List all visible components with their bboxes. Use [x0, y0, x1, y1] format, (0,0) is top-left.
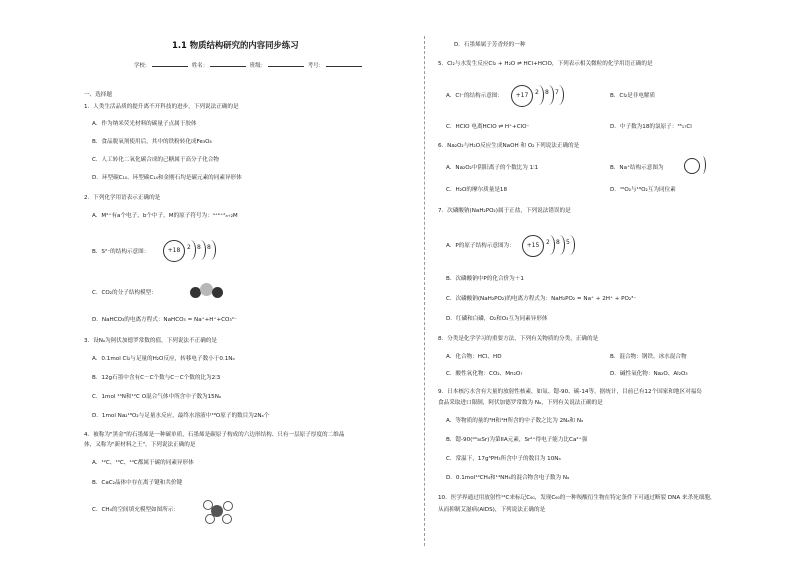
q1-option-a: A．作为纳米荧光材料的碳量子点属于胶体 [92, 121, 197, 127]
hydrogen-atom-ball [203, 500, 213, 510]
page-title: 1.1 物质结构研究的内容同步练习 [172, 40, 299, 50]
q6-option-c: C．H₂O的摩尔质量是18 [446, 187, 508, 193]
q6-option-d: D．¹⁶O₂与¹⁸O₂互为同位素 [610, 187, 676, 193]
section-title: 一、选择题 [84, 92, 112, 98]
q9-stem-line1: 9．日本核污水含有大量的放射性核素，如氚、锶-90、碳-14等。据统计，目前已有12个国家和地区对福岛 [438, 389, 702, 395]
q4-stem-line2: 体，又称为"新材料之王"。下列说法正确的是 [84, 442, 196, 448]
shell-electron-count: 8 [207, 244, 211, 251]
nucleus-charge: +17 [511, 85, 533, 107]
q1-stem: 1．人类生活品质的提升离不开科技的进步。下列说法正确的是 [84, 104, 239, 110]
nucleus-charge: +15 [522, 235, 544, 257]
q7-option-b: B．次磷酸钠中P的化合价为＋1 [446, 276, 524, 282]
q10-stem-line2: 从而抑制艾滋病(AIDS)，下列说法正确的是 [438, 507, 546, 513]
q6-option-a: A．Na₂O₂中阴阳离子的个数比为 1∶1 [446, 165, 539, 171]
shell-electron-count: 2 [546, 239, 550, 246]
q2-option-d: D．NaHCO₃的电离方程式：NaHCO₃ = Na⁺+H⁺+CO₃²⁻ [92, 317, 237, 323]
q6-option-b-label: B．Na⁺结构示意图为 [610, 165, 664, 171]
student-info-line [134, 61, 364, 70]
exam-number-label: 考号： [307, 63, 324, 69]
q1-option-c: C．人工转化二氧化碳合成的己糖属于高分子化合物 [92, 157, 219, 163]
q8-option-b: B．混合物：钢铁、冰水混合物 [610, 354, 687, 360]
shell-electron-count: 8 [197, 244, 201, 251]
shell-electron-count: 2 [535, 89, 539, 96]
q1-option-b: B．食品脱氧剂使用后，其中的铁粉转化成Fe₃O₄ [92, 139, 212, 145]
q4-option-a: A．¹²C、¹³C、¹⁴C都属于碳的同素异形体 [92, 460, 194, 466]
q7-stem: 7．次磷酸钠(NaH₂PO₂)属于正盐，下列说法错误的是 [438, 208, 571, 214]
q5-option-d: D．中子数为18的氯原子：³⁵₁₇Cl [610, 124, 692, 130]
q3-option-b: B．12g石墨中含有C－C个数与C－C个数的比为2∶3 [92, 375, 221, 381]
q9-stem-line2: 食品采取进口限制，阿伏加德罗常数为 Nₐ，下列有关说法正确的是 [438, 400, 603, 406]
q5-option-a-label: A．Cl⁻的结构示意图： [446, 93, 503, 99]
electron-shell-arc [699, 156, 706, 174]
q7-option-d: D．红磷和白磷，O₂和O₃互为同素异形体 [446, 316, 548, 322]
q8-option-a: A．化合物：HCl、HD [446, 354, 502, 360]
q5-option-b: B．Cl₂是非电解质 [610, 93, 656, 99]
name-label: 姓名： [191, 63, 209, 69]
school-label: 学校： [134, 63, 151, 69]
nucleus-circle [684, 158, 700, 174]
q9-option-b: B．锶-90(⁹⁰₃₈Sr)为第IIA元素，Sr²⁺得电子能力比Ca²⁺强 [446, 437, 588, 443]
q9-option-c: C．常温下，17g³PH₃所含中子的数目为 10Nₐ [446, 456, 561, 462]
q3-option-c: C．1mol ¹⁴N和¹²C O混合气体中所含中子数为15Nₐ [92, 394, 222, 400]
hydrogen-atom-ball [222, 514, 232, 524]
q6-stem: 6．Na₂O₂与H₂O反应生成NaOH 和 O₂下列说法正确的是 [438, 143, 580, 149]
q1-option-d: D．环型碳C₁₀、环型碳C₁₄和金刚石均是碳元素的同素异形体 [92, 175, 242, 181]
shell-electron-count: 7 [555, 89, 559, 96]
nucleus-charge: +18 [163, 240, 185, 262]
school-field[interactable] [152, 61, 188, 67]
q8-stem: 8．分类是化学学习的重要方法，下列有关物质的分类，正确的是 [438, 336, 599, 342]
hydrogen-atom-ball [205, 514, 215, 524]
q9-option-a: A．等物质的量的³H和¹H所含的中子数之比为 2Nₐ和 Nₐ [446, 418, 584, 424]
class-field[interactable] [268, 61, 304, 67]
shell-electron-count: 8 [556, 239, 560, 246]
q3-option-a: A．0.1mol Cl₂与足量的H₂O反应，转移电子数小于0.1Nₐ [92, 356, 235, 362]
carbon-atom-ball [200, 283, 213, 296]
shell-electron-count: 5 [566, 239, 570, 246]
q2-option-c-label: C．CO₂的分子结构模型： [92, 290, 157, 296]
q2-option-b-label: B．S²⁻的结构示意图： [92, 249, 150, 255]
column-divider [424, 36, 425, 546]
shell-electron-count: 8 [545, 89, 549, 96]
q3-option-d: D．1mol Na₂¹⁸O₂与足量水反应，最终水溶液中¹⁸O原子的数目为2Nₐ个 [92, 413, 270, 419]
q2-stem: 2．下列化学用语表示正确的是 [84, 195, 161, 201]
q8-option-c: C．酸性氧化物：CO₂、Mn₂O₇ [446, 371, 523, 377]
q5-stem: 5．Cl₂与水发生反应Cl₂ + H₂O ⇌ HCl+HClO，下列表示相关微粒的化学用语正确的是 [438, 61, 653, 67]
q7-option-c: C．次磷酸钠(NaH₂PO₂)的电离方程式为：NaH₂PO₂ = Na⁺ + 2H⁺ + PO₂³⁻ [446, 296, 637, 302]
ch4-space-filling-model [200, 500, 234, 522]
q2-option-a: A．M²⁺有a个电子，b个中子，M的原子符号为：ᵃ⁺ᵇ⁺²ₐ₊₂M [92, 213, 238, 219]
class-label: 班级： [249, 63, 266, 69]
na-ion-structure-diagram [684, 156, 706, 176]
oxygen-atom-ball [212, 287, 223, 298]
q9-option-d: D．0.1mol¹⁴CH₄和¹⁴NH₄的混合物含电子数为 Nₐ [446, 475, 570, 481]
q10-stem-line1: 10．医学界通过用放射性¹⁴C来标记C₆₀，发现C₆₀的一种羧酸衍生物在特定条件下可通过断裂 DNA 来杀死细胞， [438, 495, 716, 501]
exam-number-field[interactable] [326, 61, 362, 67]
q5-option-c: C．HClO 电离HClO ⇌ H⁺+ClO⁻ [446, 124, 530, 130]
q4-option-d: D．石墨烯属于芳香烃的一种 [454, 42, 526, 48]
hydrogen-atom-ball [223, 501, 233, 511]
q7-option-a-label: A．P的原子结构示意图为： [446, 243, 515, 249]
q4-option-b: B．CaC₂晶体中存在离子键和共价键 [92, 480, 183, 486]
shell-electron-count: 2 [187, 244, 191, 251]
q3-stem: 3．设Nₐ为阿伏加德罗常数的值，下列说法不正确的是 [84, 338, 217, 344]
name-field[interactable] [210, 61, 246, 67]
co2-molecule-model [190, 283, 230, 303]
q4-option-c: C．CH₄的空间填充模型如图所示： [92, 507, 179, 513]
q4-stem-line1: 4．被称为"黑金"的石墨烯是一种碳单质，石墨烯是碳原子构成的六边形结构、只有一层原子厚度的二维晶 [84, 432, 345, 438]
q8-option-d: D．碱性氧化物：Na₂O、Al₂O₃ [610, 371, 688, 377]
